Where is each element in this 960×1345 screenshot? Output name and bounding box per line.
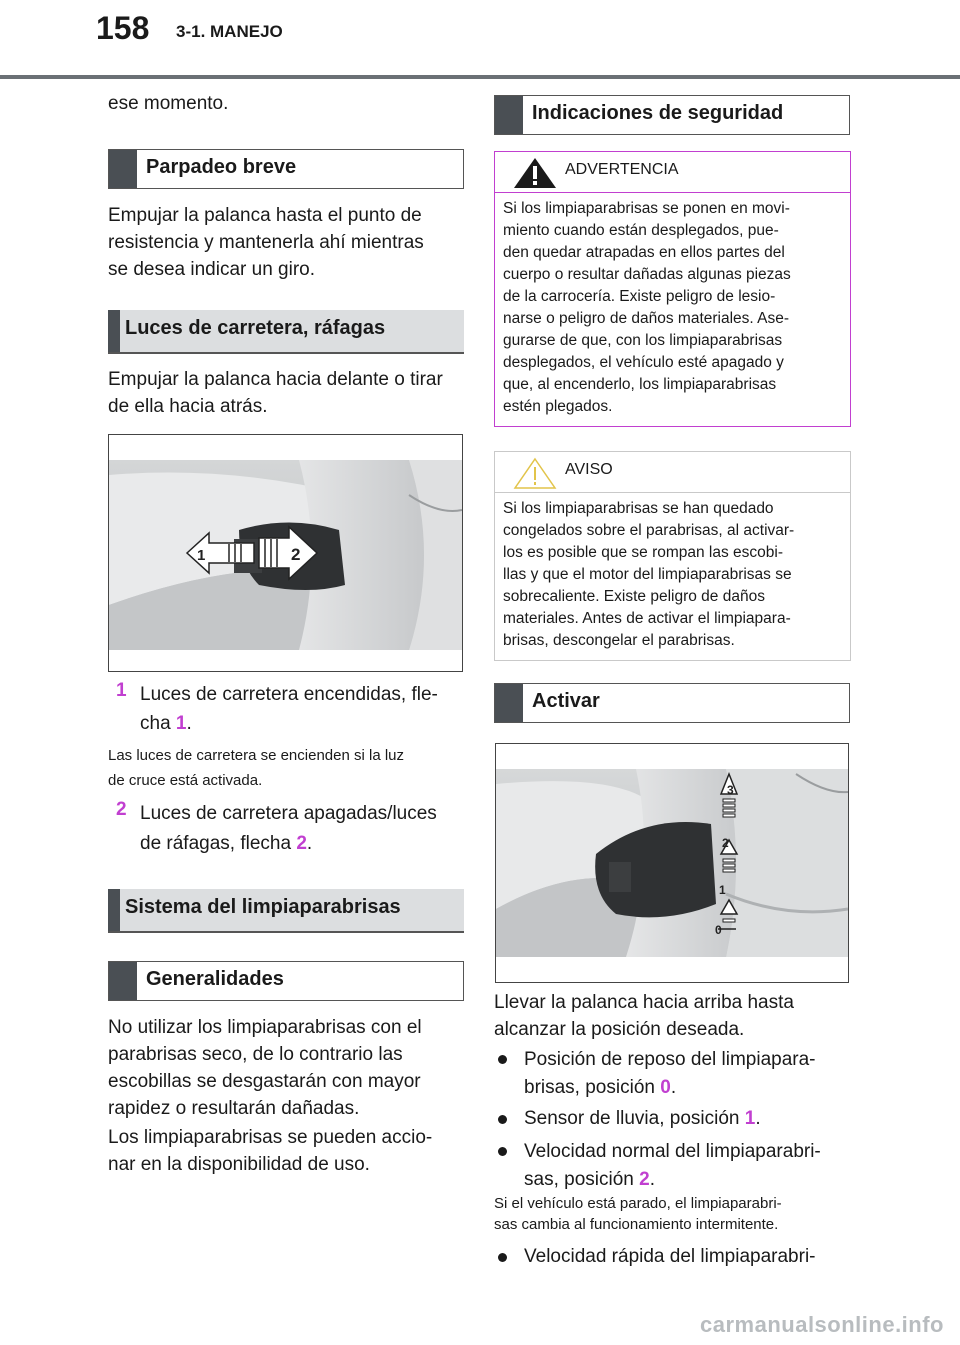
paragraph-parpadeo: Empujar la palanca hasta el punto de resistencia y mantenerla ahí mientras se desea indicar un giro. [108,205,424,280]
ref-1: 1 [175,713,187,734]
fig2-label-1: 1 [719,883,726,897]
watermark: carmanualsonline.info [700,1312,944,1337]
notice-text: Si los limpiaparabrisas se han quedado congelados sobre el parabrisas, al activar- los es posible que se rompan las escobi- llas y que el motor del limpiaparabrisas se sobrecaliente. Existe peligro de daños materiales. Antes de activar el limpiapara- brisas, descongelar el parabrisas. [503,500,795,649]
warning-box-advertencia [494,151,851,427]
item-number: 1 [116,680,127,701]
heading-text: Activar [532,690,600,712]
heading-text: Indicaciones de seguridad [532,102,784,124]
header-rule [0,75,960,79]
list-item-2: 2 Luces de carretera apagadas/luces de ráfagas, flecha 2. [116,799,437,854]
figure-wiper-lever [495,743,849,983]
notice-title: AVISO [565,461,613,478]
chapter-title: 3-1. MANEJO [176,22,283,41]
warning-triangle-icon [513,157,557,189]
heading-sistema-limpiaparabrisas [108,889,464,933]
bullet-dot-icon [498,1115,507,1124]
fig2-label-3: 3 [727,783,734,797]
note-luces: Las luces de carretera se encienden si la luz de cruce está activada. [108,747,405,789]
page-number: 158 [96,10,150,46]
heading-luces-carretera [108,310,464,354]
paragraph-generalidades-1: No utilizar los limpiaparabrisas con el parabrisas seco, de lo contrario las escobillas se desgastarán con mayor rapidez o resultarán dañadas. [108,1017,422,1119]
intro-text: ese momento. [108,93,229,114]
wiper-lever-illustration [496,744,848,982]
heading-generalidades [108,961,464,1001]
heading-text: Luces de carretera, ráfagas [125,317,386,339]
bullet-dot-icon [498,1055,507,1064]
bullet-dot-icon [498,1147,507,1156]
warning-text: Si los limpiaparabrisas se ponen en movi- miento cuando están desplegados, pue- den quedar atrapadas en ellos partes del cuerpo o resultar dañadas algunas piezas de la carrocería. Existe peligro de lesio- narse o peligro de daños materiales. Ase- gurarse de que, con los limpiaparabrisas desplegados, el vehículo esté apagado y que, al encenderlo, los limpiaparabrisas estén plegados. [503,200,791,415]
notice-box-aviso [494,451,851,661]
note-parado: Si el vehículo está parado, el limpiaparabri- sas cambia al funcionamiento intermitente. [494,1195,782,1233]
heading-indicaciones-seguridad [494,95,850,135]
heading-parpadeo-breve [108,149,464,189]
lever-illustration [109,435,462,671]
fig2-label-0: 0 [715,923,722,937]
heading-text: Parpadeo breve [146,156,297,178]
item-number: 2 [116,799,127,820]
figure-headlight-lever [108,434,463,672]
warning-title: ADVERTENCIA [565,161,679,178]
fig2-label-2: 2 [722,836,729,850]
paragraph-activar: Llevar la palanca hacia arriba hasta alcanzar la posición deseada. [494,992,794,1040]
heading-text: Sistema del limpiaparabrisas [125,896,401,918]
notice-triangle-icon [513,457,557,489]
page-header [0,0,960,80]
fig1-label-1: 1 [197,547,206,564]
paragraph-generalidades-2: Los limpiaparabrisas se pueden accio- nar en la disponibilidad de uso. [108,1127,433,1175]
ref-2: 2 [296,833,307,854]
heading-activar [494,683,850,723]
list-item-1: 1 Luces de carretera encendidas, fle- cha 1. [116,680,438,734]
paragraph-luces: Empujar la palanca hacia delante o tirar de ella hacia atrás. [108,369,443,417]
heading-text: Generalidades [146,968,284,990]
fig1-label-2: 2 [291,545,301,564]
bullet-dot-icon [498,1253,507,1262]
